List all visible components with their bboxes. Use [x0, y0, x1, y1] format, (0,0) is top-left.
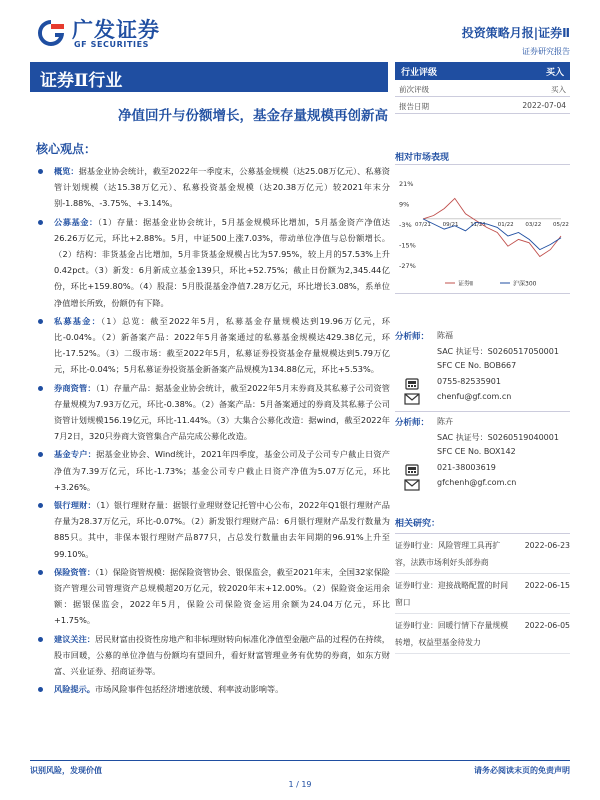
y-tick-label: -3% — [399, 221, 412, 229]
bullet-public-funds — [36, 214, 390, 311]
analyst-email[interactable]: chenfu@gf.com.cn — [437, 392, 512, 401]
bullet-private-funds — [36, 313, 390, 378]
prev-rating-value: 买入 — [551, 85, 566, 94]
bullet-insurance-am — [36, 564, 390, 629]
related-date: 2022-06-05 — [524, 621, 570, 630]
related-date: 2022-06-23 — [524, 541, 570, 550]
industry-title: 证券Ⅱ行业 — [40, 71, 123, 91]
core-views-label: 核心观点： — [36, 142, 97, 156]
bullet-head: 建议关注： — [54, 633, 95, 644]
bullet-fund-accounts — [36, 446, 390, 495]
prev-rating-label: 前次评级 — [399, 85, 429, 94]
chart-svg — [395, 165, 570, 293]
related-item[interactable] — [395, 614, 570, 654]
x-tick-label: 05/22 — [553, 221, 569, 228]
core-views-list — [36, 163, 390, 700]
analyst-card-2 — [395, 416, 570, 494]
report-date-label: 报告日期 — [399, 102, 429, 111]
rating-header — [395, 62, 570, 80]
rating-box — [395, 62, 570, 114]
report-subtitle: 净值回升与份额增长，基金存量规模再创新高 — [118, 108, 388, 124]
related-head: 相关研究： — [395, 516, 570, 534]
report-date-value: 2022-07-04 — [522, 101, 566, 110]
prev-rating-row — [395, 80, 570, 97]
y-tick-label: 9% — [399, 200, 410, 209]
bullet-risk — [36, 681, 390, 697]
analyst-label: 分析师： — [395, 332, 430, 342]
footer-disclaimer: 请务必阅读末页的免责声明 — [474, 766, 570, 775]
footer-slogan: 识别风险，发现价值 — [30, 766, 102, 775]
legend-label: 证券Ⅱ — [458, 280, 473, 288]
y-tick-label: -15% — [399, 241, 416, 250]
related-title[interactable]: 证券Ⅱ行业：风险管理工具再扩容，法跌市场利好头部券商 — [395, 541, 501, 567]
report-subtype: 证券研究报告 — [522, 47, 570, 56]
related-date: 2022-06-15 — [524, 581, 570, 590]
bullet-head: 券商资管： — [54, 382, 96, 393]
analyst-name: 陈卉 — [437, 417, 453, 426]
email-icon — [403, 393, 421, 405]
bullet-head: 银行理财： — [54, 500, 96, 511]
bullet-head: 概览： — [54, 166, 79, 176]
analyst-sac: SAC 执证号：S0260519040001 — [437, 432, 559, 442]
bullet-head: 风险提示。 — [54, 684, 95, 695]
rating-label: 行业评级 — [401, 68, 438, 78]
footer-rule — [30, 760, 570, 761]
page-number: 1 / 19 — [288, 780, 312, 789]
related-item[interactable] — [395, 534, 570, 574]
bullet-broker-am — [36, 380, 390, 445]
legend-label: 沪深300 — [513, 280, 537, 288]
analyst-sac: SAC 执证号：S0260517050001 — [437, 346, 559, 356]
x-tick-label: 03/22 — [525, 221, 542, 228]
related-item[interactable] — [395, 574, 570, 614]
chart-title: 相对市场表现 — [395, 153, 450, 163]
bullet-head: 私募基金： — [54, 315, 101, 326]
bullet-text: 据基金业协会统计，截至2022年一季度末，公募基金规模（达25.08万亿元）、私募资管计划规模（达15.38万亿元）、私募投资基金规模（达20.38万亿元）较2021年末分别-1.88%、-3.75%、+3.14%。 — [54, 166, 390, 209]
phone-icon — [403, 464, 421, 476]
bullet-text: （1）银行理财存量：据银行业理财登记托管中心公布，2022年Q1银行理财产品存量为28.37万亿元，环比-0.07%。（2）新发银行理财产品：6月银行理财产品发行数量为885只。其中，非保本银行理财产品877只，占总发行数量由去年同期的96.91%上升至99.10%。 — [54, 500, 390, 559]
related-title[interactable]: 证券Ⅱ行业：迎接战略配置的时间窗口 — [395, 581, 508, 607]
x-tick-label: 09/21 — [442, 221, 459, 228]
logo-chinese: 广发证券 — [72, 18, 160, 42]
x-tick-label: 07/21 — [415, 221, 431, 228]
analyst-divider — [395, 411, 570, 412]
bullet-text: （1）存量：据基金业协会统计，5月基金规模环比增加，5月基金资产净值达26.26万亿元，环比+2.88%。5月，中证500上涨7.03%，带动单位净值与总份额增长。（2）结构：非货基金占比增加，5月非货基金规模占比为57.95%，较上月的57.53%上升0.42pct。（3）新发：6月新成立基金139只，环比+52.75%；截止日份额为2,345.44亿份，环比+159.80%。（4）股混：5月股混基金净值7.28万亿元，环比增长3.08%，系单位净值增长所致，份额仍有下降。 — [54, 216, 390, 308]
report-type: 投资策略月报|证券Ⅱ — [461, 26, 570, 40]
analyst-card-1 — [395, 330, 570, 408]
bullet-head: 基金专户： — [54, 449, 97, 460]
y-tick-label: 21% — [399, 180, 414, 188]
bullet-head: 公募基金： — [54, 216, 98, 227]
logo-english: GF SECURITIES — [74, 40, 150, 49]
bullet-text: （1）保险资管规模：据保险资管协会、银保监会，截至2021年末，全国32家保险资产管理公司管理资产总规模超20万亿元，较2020年末+12.00%。（2）保险资金运用余额：据银保监会，2022年5月，保险公司保险资金运用余额为24.04万亿元，环比+1.75%。 — [54, 566, 390, 626]
bullet-text: 居民财富由投资性房地产和非标理财转向标准化净值型金融产品的过程仍在持续，股市回暖，公募的单位净值与份额均有望回升，看好财富管理业务有优势的券商，如东方财富、兴业证券、招商证券等。 — [54, 633, 390, 677]
industry-banner — [30, 62, 388, 92]
related-title[interactable]: 证券Ⅱ行业：回暖行情下存量规模转增，权益型基金待发力 — [395, 621, 508, 647]
x-tick-label: 11/21 — [470, 221, 487, 228]
bullet-text: 市场风险事件包括经济增速放缓、利率波动影响等。 — [94, 684, 284, 695]
bullet-text: 据基金业协会、Wind统计，2021年四季度，基金公司及子公司专户截止日资产净值为7.39万亿元，环比-1.73%；基金公司专户截止日资产净值为5.07万亿元，环比+3.26%。 — [54, 449, 390, 492]
bullet-text: （1）存量产品：据基金业协会统计，截至2022年5月末券商及其私募子公司资管存量规模为7.93万亿元，环比-0.38%。（2）备案产品：5月备案通过的券商及其私募子公司资管计划规模156.19亿元，环比-11.44%。（3）大集合公募化改造：据wind，截至2022年7月2日，320只券商大资管集合产品完成公募化改造。 — [54, 382, 390, 442]
y-tick-label: -27% — [399, 262, 416, 270]
phone-icon — [403, 378, 421, 390]
analyst-label: 分析师： — [395, 418, 430, 428]
gf-logo-icon — [36, 18, 66, 48]
email-icon — [403, 479, 421, 491]
report-date-row — [395, 97, 570, 114]
analyst-sfc: SFC CE No. BOX142 — [437, 447, 516, 456]
analyst-sfc: SFC CE No. BOB667 — [437, 361, 517, 370]
bullet-bank-wealth — [36, 497, 390, 562]
bullet-overview — [36, 163, 390, 212]
bullet-recommendation — [36, 631, 390, 680]
report-header — [0, 0, 600, 60]
x-tick-label: 01/22 — [497, 221, 514, 228]
rating-value: 买入 — [545, 68, 564, 78]
bullet-head: 保险资管： — [54, 566, 96, 577]
analyst-name: 陈福 — [437, 331, 453, 340]
analyst-email[interactable]: gfchenh@gf.com.cn — [437, 478, 517, 487]
relative-performance-chart — [395, 164, 570, 294]
analyst-phone: 0755-82535901 — [437, 376, 501, 386]
analyst-phone: 021-38003619 — [437, 462, 496, 472]
related-research — [395, 516, 570, 654]
bullet-text: （1）总览：截至2022年5月，私募基金存量规模达到19.96万亿元，环比-0.04%。（2）新备案产品：2022年5月备案通过的私募基金规模达429.38亿元，环比-17.52%。（3）二级市场：截至2022年5月，私募证券投资基金存量规模达到5.79万亿元，环比-0.04%；5月私募证券投资基金新备案产品规模为134.88亿元，环比+5.53%。 — [54, 315, 390, 375]
